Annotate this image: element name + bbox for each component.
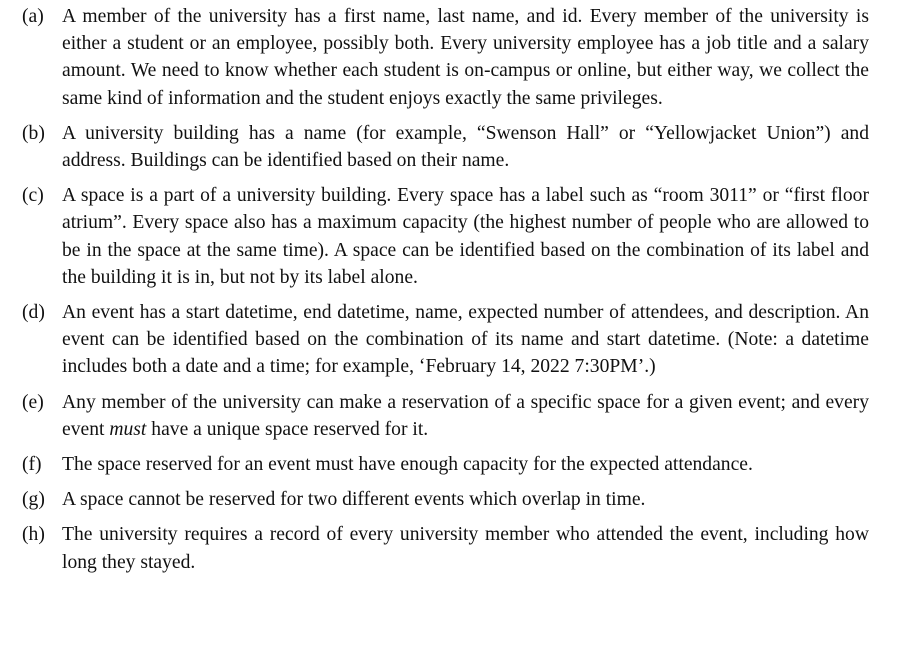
list-item-f — [22, 451, 869, 478]
item-text-before: Any member of the university can make a reservation of a specific space for a given event; and every event — [62, 391, 869, 440]
item-label: (f) — [22, 454, 42, 476]
item-text: The university requires a record of every university member who attended the event, including how long they stayed. — [62, 524, 869, 573]
item-text — [62, 389, 869, 443]
list-item-b — [22, 120, 869, 174]
item-text: An event has a start datetime, end datetime, name, expected number of attendees, and description. An event can be identified based on the combination of its name and start datetime. (Note: a datetime includes both a date and a time; for example, ‘February 14, 2022 7:30PM’.) — [62, 302, 869, 378]
item-text: The space reserved for an event must have enough capacity for the expected attendance. — [62, 454, 753, 476]
item-text: A space is a part of a university building. Every space has a label such as “room 3011” or “first floor atrium”. Every space also has a maximum capacity (the highest number of people who are allowed to be in the space at the same time). A space can be identified based on the combination of its label and the building it is in, but not by its label alone. — [62, 185, 869, 288]
list-item-e — [22, 389, 869, 443]
list-item-g — [22, 486, 869, 513]
item-label: (d) — [22, 302, 45, 324]
item-text: A space cannot be reserved for two different events which overlap in time. — [62, 489, 646, 511]
item-label: (b) — [22, 122, 45, 144]
item-label: (g) — [22, 489, 45, 511]
list-item-a — [22, 3, 869, 112]
list-item-h — [22, 521, 869, 575]
list-item-c — [22, 182, 869, 291]
emphasis-text: must — [109, 418, 147, 440]
item-text: A university building has a name (for example, “Swenson Hall” or “Yellowjacket Union”) and address. Buildings can be identified based on their name. — [62, 122, 869, 172]
item-label: (e) — [22, 391, 44, 413]
item-label: (a) — [22, 6, 44, 27]
list-item-d — [22, 299, 869, 381]
item-label: (c) — [22, 185, 44, 207]
item-text-after: have a unique space reserved for it. — [146, 418, 429, 440]
item-label: (h) — [22, 524, 45, 546]
item-text: A member of the university has a first name, last name, and id. Every member of the university is either a student or an employee, possibly both. Every university employee has a job title and a salary amount. We need to know whether each student is on-campus or online, but either way, we collect the same kind of information and the student enjoys exactly the same privileges. — [62, 6, 869, 109]
